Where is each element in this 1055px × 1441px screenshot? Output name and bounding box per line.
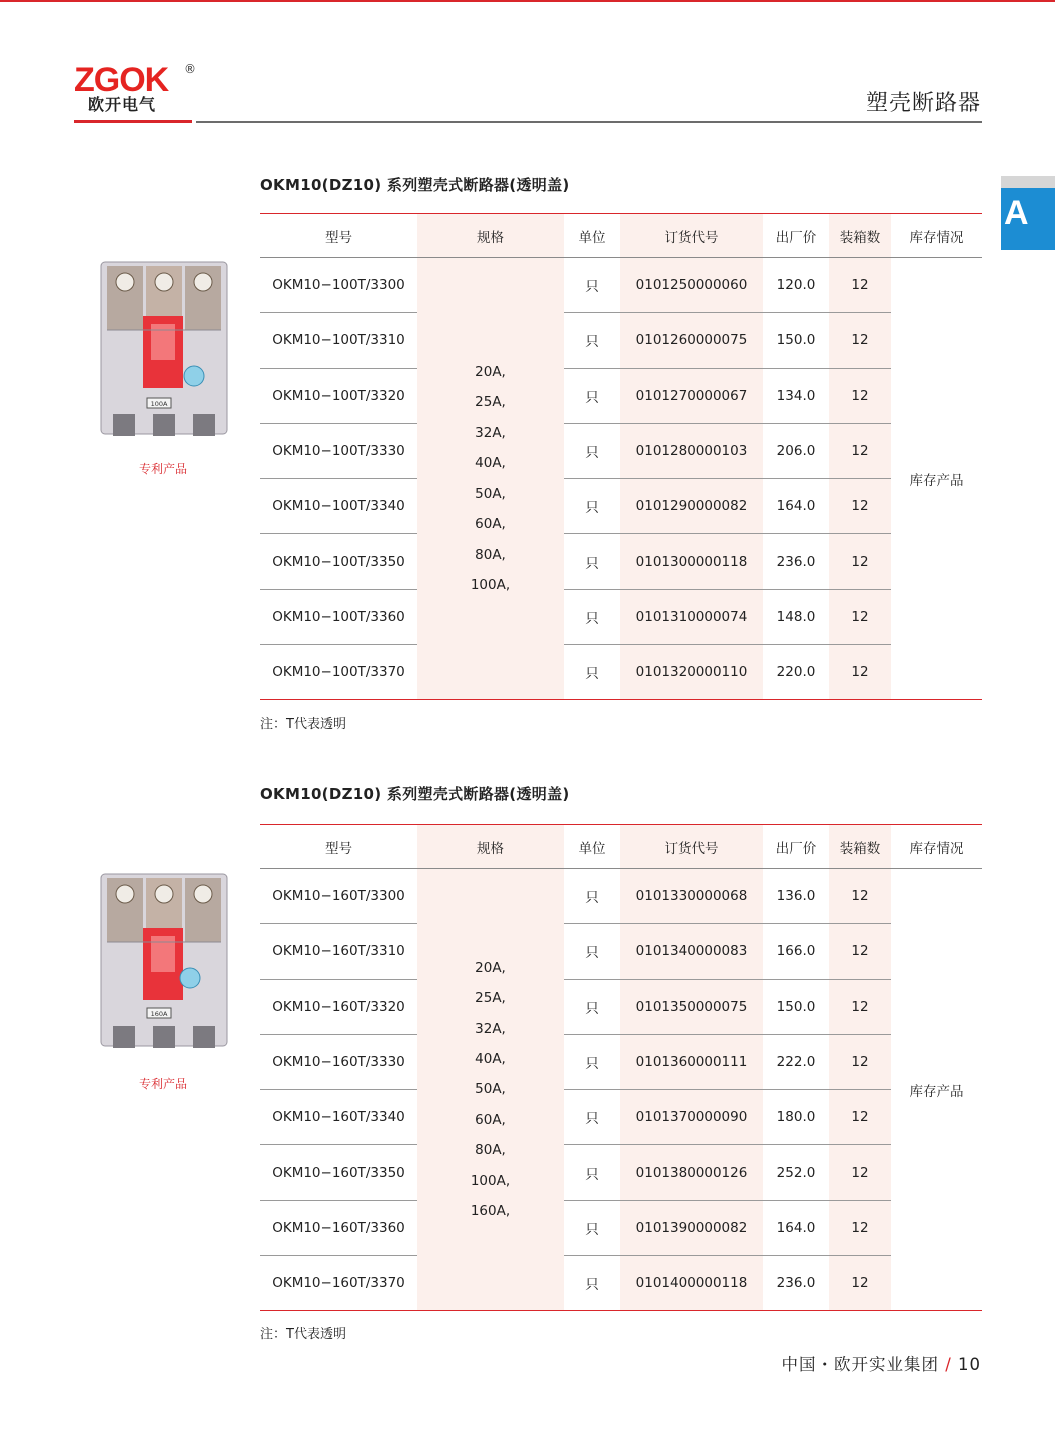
col-header-spec: 规格 bbox=[417, 214, 564, 258]
order-code-cell: 0101330000068 bbox=[620, 869, 763, 924]
price-cell: 236.0 bbox=[763, 534, 829, 589]
box-qty-cell: 12 bbox=[829, 979, 891, 1034]
col-header-stock: 库存情况 bbox=[891, 214, 982, 258]
table-row bbox=[260, 1256, 982, 1311]
model-cell: OKM10−100T/3330 bbox=[260, 423, 417, 478]
side-tab-a[interactable]: A bbox=[1001, 188, 1055, 250]
price-cell: 222.0 bbox=[763, 1034, 829, 1089]
box-qty-cell: 12 bbox=[829, 645, 891, 700]
unit-cell: 只 bbox=[564, 645, 620, 700]
order-code-cell: 0101280000103 bbox=[620, 423, 763, 478]
stock-cell: 库存产品 bbox=[891, 869, 982, 1311]
spec-value: 160A, bbox=[470, 1203, 511, 1220]
table-row bbox=[260, 1145, 982, 1200]
table-row bbox=[260, 423, 982, 478]
section-title: OKM10(DZ10) 系列塑壳式断路器(透明盖) bbox=[260, 176, 570, 194]
unit-cell: 只 bbox=[564, 1090, 620, 1145]
price-cell: 164.0 bbox=[763, 479, 829, 534]
page-number: 10 bbox=[958, 1355, 981, 1374]
spec-value: 80A, bbox=[475, 1142, 506, 1159]
company-logo bbox=[74, 62, 198, 124]
spec-value: 25A, bbox=[475, 990, 506, 1007]
order-code-cell: 0101400000118 bbox=[620, 1256, 763, 1311]
spec-value: 25A, bbox=[475, 394, 506, 411]
model-cell: OKM10−160T/3350 bbox=[260, 1145, 417, 1200]
circuit-breaker-image bbox=[97, 870, 231, 1052]
col-header-spec: 规格 bbox=[417, 825, 564, 869]
col-header-order-code: 订货代号 bbox=[620, 214, 763, 258]
registered-mark: ® bbox=[184, 62, 196, 76]
model-cell: OKM10−100T/3370 bbox=[260, 645, 417, 700]
price-cell: 166.0 bbox=[763, 924, 829, 979]
unit-cell: 只 bbox=[564, 1256, 620, 1311]
box-qty-cell: 12 bbox=[829, 589, 891, 644]
section-title: OKM10(DZ10) 系列塑壳式断路器(透明盖) bbox=[260, 785, 570, 803]
breaker-rating-label: 160A bbox=[150, 1010, 168, 1018]
footer-separator: / bbox=[945, 1355, 952, 1374]
model-cell: OKM10−100T/3320 bbox=[260, 368, 417, 423]
order-code-cell: 0101250000060 bbox=[620, 258, 763, 313]
price-cell: 120.0 bbox=[763, 258, 829, 313]
table-row bbox=[260, 534, 982, 589]
model-cell: OKM10−100T/3310 bbox=[260, 313, 417, 368]
patent-label: 专利产品 bbox=[138, 462, 187, 476]
model-cell: OKM10−100T/3360 bbox=[260, 589, 417, 644]
order-code-cell: 0101300000118 bbox=[620, 534, 763, 589]
box-qty-cell: 12 bbox=[829, 1034, 891, 1089]
price-cell: 220.0 bbox=[763, 645, 829, 700]
model-cell: OKM10−160T/3340 bbox=[260, 1090, 417, 1145]
col-header-unit: 单位 bbox=[564, 214, 620, 258]
page-footer bbox=[781, 1351, 981, 1375]
spec-value: 20A, bbox=[475, 959, 506, 976]
unit-cell: 只 bbox=[564, 534, 620, 589]
spec-value: 32A, bbox=[475, 1020, 506, 1037]
box-qty-cell: 12 bbox=[829, 313, 891, 368]
col-header-model: 型号 bbox=[260, 825, 417, 869]
spec-value: 100A, bbox=[470, 1172, 511, 1189]
price-cell: 252.0 bbox=[763, 1145, 829, 1200]
page-title: 塑壳断路器 bbox=[865, 91, 981, 116]
spec-value: 20A, bbox=[475, 364, 506, 381]
circuit-breaker-image bbox=[97, 258, 231, 440]
spec-value: 80A, bbox=[475, 546, 506, 563]
top-accent-line bbox=[0, 0, 1055, 2]
table-row bbox=[260, 313, 982, 368]
side-tab-cap bbox=[1001, 176, 1055, 188]
header-rule bbox=[196, 121, 982, 123]
table-row bbox=[260, 924, 982, 979]
order-code-cell: 0101270000067 bbox=[620, 368, 763, 423]
price-cell: 150.0 bbox=[763, 979, 829, 1034]
model-cell: OKM10−100T/3300 bbox=[260, 258, 417, 313]
logo-subtitle: 欧开电气 bbox=[88, 95, 157, 114]
table-row bbox=[260, 479, 982, 534]
col-header-model: 型号 bbox=[260, 214, 417, 258]
box-qty-cell: 12 bbox=[829, 924, 891, 979]
table-row bbox=[260, 589, 982, 644]
footer-company: 中国・欧开实业集团 bbox=[781, 1355, 939, 1374]
price-cell: 236.0 bbox=[763, 1256, 829, 1311]
unit-cell: 只 bbox=[564, 368, 620, 423]
price-cell: 134.0 bbox=[763, 368, 829, 423]
box-qty-cell: 12 bbox=[829, 368, 891, 423]
price-cell: 206.0 bbox=[763, 423, 829, 478]
model-cell: OKM10−160T/3310 bbox=[260, 924, 417, 979]
unit-cell: 只 bbox=[564, 258, 620, 313]
spec-value: 40A, bbox=[475, 455, 506, 472]
unit-cell: 只 bbox=[564, 979, 620, 1034]
unit-cell: 只 bbox=[564, 1034, 620, 1089]
spec-cell bbox=[417, 869, 564, 1311]
order-code-cell: 0101360000111 bbox=[620, 1034, 763, 1089]
table-row bbox=[260, 979, 982, 1034]
breaker-rating-label: 100A bbox=[150, 400, 168, 408]
box-qty-cell: 12 bbox=[829, 869, 891, 924]
order-code-cell: 0101350000075 bbox=[620, 979, 763, 1034]
order-code-cell: 0101320000110 bbox=[620, 645, 763, 700]
unit-cell: 只 bbox=[564, 1200, 620, 1255]
product-table bbox=[260, 824, 982, 1311]
order-code-cell: 0101290000082 bbox=[620, 479, 763, 534]
col-header-stock: 库存情况 bbox=[891, 825, 982, 869]
price-cell: 148.0 bbox=[763, 589, 829, 644]
spec-value: 50A, bbox=[475, 485, 506, 502]
order-code-cell: 0101370000090 bbox=[620, 1090, 763, 1145]
price-cell: 150.0 bbox=[763, 313, 829, 368]
table-header-row bbox=[260, 214, 982, 258]
spec-value: 32A, bbox=[475, 424, 506, 441]
model-cell: OKM10−160T/3370 bbox=[260, 1256, 417, 1311]
box-qty-cell: 12 bbox=[829, 1256, 891, 1311]
box-qty-cell: 12 bbox=[829, 479, 891, 534]
spec-cell bbox=[417, 258, 564, 700]
table-note: 注：T代表透明 bbox=[260, 717, 346, 732]
table-row bbox=[260, 368, 982, 423]
order-code-cell: 0101340000083 bbox=[620, 924, 763, 979]
product-table bbox=[260, 213, 982, 700]
col-header-price: 出厂价 bbox=[763, 825, 829, 869]
col-header-unit: 单位 bbox=[564, 825, 620, 869]
box-qty-cell: 12 bbox=[829, 1145, 891, 1200]
table-row bbox=[260, 869, 982, 924]
table-header-row bbox=[260, 825, 982, 869]
order-code-cell: 0101380000126 bbox=[620, 1145, 763, 1200]
spec-value: 100A, bbox=[470, 576, 511, 593]
model-cell: OKM10−160T/3330 bbox=[260, 1034, 417, 1089]
table-row bbox=[260, 645, 982, 700]
patent-label: 专利产品 bbox=[138, 1077, 187, 1091]
order-code-cell: 0101390000082 bbox=[620, 1200, 763, 1255]
col-header-box-qty: 装箱数 bbox=[829, 214, 891, 258]
table-note: 注：T代表透明 bbox=[260, 1327, 346, 1342]
spec-value: 60A, bbox=[475, 516, 506, 533]
model-cell: OKM10−160T/3360 bbox=[260, 1200, 417, 1255]
unit-cell: 只 bbox=[564, 479, 620, 534]
price-cell: 164.0 bbox=[763, 1200, 829, 1255]
stock-cell: 库存产品 bbox=[891, 258, 982, 700]
unit-cell: 只 bbox=[564, 313, 620, 368]
box-qty-cell: 12 bbox=[829, 258, 891, 313]
box-qty-cell: 12 bbox=[829, 534, 891, 589]
logo-text: ZGOK bbox=[74, 61, 169, 99]
col-header-price: 出厂价 bbox=[763, 214, 829, 258]
model-cell: OKM10−100T/3350 bbox=[260, 534, 417, 589]
model-cell: OKM10−160T/3320 bbox=[260, 979, 417, 1034]
box-qty-cell: 12 bbox=[829, 1200, 891, 1255]
table-row bbox=[260, 1034, 982, 1089]
price-cell: 136.0 bbox=[763, 869, 829, 924]
unit-cell: 只 bbox=[564, 589, 620, 644]
order-code-cell: 0101310000074 bbox=[620, 589, 763, 644]
unit-cell: 只 bbox=[564, 1145, 620, 1200]
unit-cell: 只 bbox=[564, 423, 620, 478]
spec-value: 50A, bbox=[475, 1081, 506, 1098]
order-code-cell: 0101260000075 bbox=[620, 313, 763, 368]
logo-underline bbox=[74, 120, 192, 123]
unit-cell: 只 bbox=[564, 869, 620, 924]
unit-cell: 只 bbox=[564, 924, 620, 979]
table-row bbox=[260, 1090, 982, 1145]
price-cell: 180.0 bbox=[763, 1090, 829, 1145]
spec-value: 60A, bbox=[475, 1111, 506, 1128]
col-header-box-qty: 装箱数 bbox=[829, 825, 891, 869]
box-qty-cell: 12 bbox=[829, 1090, 891, 1145]
box-qty-cell: 12 bbox=[829, 423, 891, 478]
spec-value: 40A, bbox=[475, 1051, 506, 1068]
table-row bbox=[260, 1200, 982, 1255]
table-row bbox=[260, 258, 982, 313]
model-cell: OKM10−160T/3300 bbox=[260, 869, 417, 924]
col-header-order-code: 订货代号 bbox=[620, 825, 763, 869]
model-cell: OKM10−100T/3340 bbox=[260, 479, 417, 534]
